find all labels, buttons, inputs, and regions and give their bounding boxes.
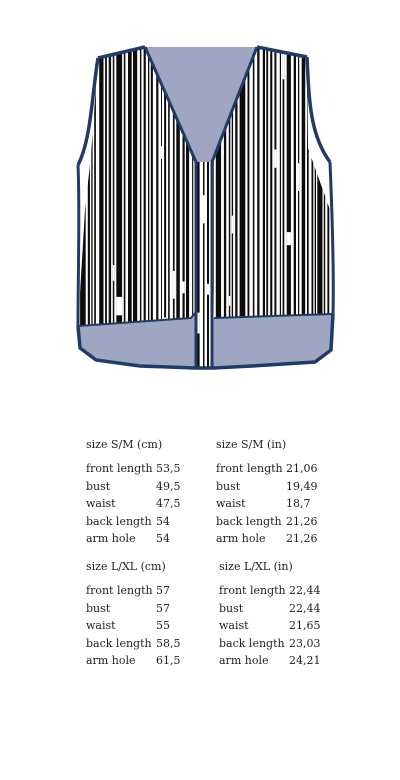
fabric-stripe: [283, 44, 285, 330]
fabric-dash: [183, 282, 185, 294]
fabric-stripe: [203, 162, 205, 370]
measurement-value: 18,7: [286, 497, 311, 510]
measurement-value: 21,65: [289, 619, 321, 632]
fabric-stripe: [113, 44, 115, 330]
measurement-row: [86, 582, 206, 600]
measurement-label: back length: [219, 636, 285, 650]
measurement-row: [216, 530, 336, 548]
measurement-row: [86, 617, 206, 635]
fabric-dash: [161, 146, 162, 159]
measurement-row: [86, 600, 206, 618]
measurement-value: 57: [156, 584, 170, 597]
measurement-value: 54: [156, 514, 170, 528]
measurement-value: 23,03: [289, 636, 321, 650]
size-chart-sm-in: [216, 438, 336, 548]
measurement-value: 49,5: [156, 479, 181, 493]
fabric-stripe: [263, 44, 265, 330]
measurement-row: [86, 635, 206, 653]
fabric-stripe: [148, 44, 149, 330]
fabric-dash: [232, 216, 233, 234]
fabric-stripe: [128, 44, 132, 330]
measurement-label: back length: [86, 636, 152, 650]
fabric-stripe: [257, 44, 259, 330]
fabric-stripe: [140, 44, 142, 330]
measurement-value: 58,5: [156, 636, 181, 650]
fabric-stripe: [124, 44, 126, 330]
measurement-value: 21,06: [286, 462, 318, 475]
size-chart-title: size L/XL (in): [219, 560, 293, 573]
measurement-value: 22,44: [289, 584, 321, 597]
size-chart-title: size S/M (cm): [86, 438, 163, 451]
fabric-stripe: [280, 44, 281, 330]
measurement-value: 53,5: [156, 462, 181, 475]
measurement-label: arm hole: [219, 654, 269, 667]
size-chart-lxl-in: [219, 560, 339, 670]
fabric-stripe: [105, 44, 107, 330]
measurement-label: bust: [86, 601, 111, 615]
fabric-dash: [298, 163, 299, 191]
measurement-table: [86, 582, 206, 670]
fabric-dash: [287, 232, 291, 245]
measurement-label: waist: [86, 497, 116, 510]
measurement-row: [219, 652, 339, 670]
fabric-stripe: [156, 44, 158, 330]
measurement-value: 47,5: [156, 497, 181, 510]
size-chart-sm-cm: [86, 438, 206, 548]
size-chart-lxl-cm: [86, 560, 206, 670]
fabric-dash: [283, 50, 285, 79]
measurement-row: [86, 652, 206, 670]
fabric-stripe: [327, 44, 329, 330]
measurement-label: waist: [86, 619, 116, 632]
fabric-dash: [113, 265, 115, 281]
measurement-value: 19,49: [286, 479, 318, 493]
measurement-row: [86, 478, 206, 496]
size-chart-title: size L/XL (cm): [86, 560, 166, 573]
fabric-stripe: [144, 44, 146, 330]
measurement-value: 61,5: [156, 654, 181, 667]
fabric-dash: [173, 271, 175, 299]
fabric-stripe: [324, 44, 325, 330]
fabric-dash: [229, 296, 231, 306]
fabric-dash: [203, 195, 205, 223]
fabric-stripe: [294, 44, 296, 330]
size-chart-title: size S/M (in): [216, 438, 287, 451]
measurement-value: 55: [156, 619, 170, 632]
measurement-row: [86, 530, 206, 548]
measurement-row: [216, 478, 336, 496]
measurement-row: [219, 582, 339, 600]
measurement-row: [86, 513, 206, 531]
fabric-stripe: [315, 44, 316, 330]
measurement-label: bust: [86, 479, 111, 493]
measurement-table: [216, 460, 336, 548]
measurement-table: [86, 460, 206, 548]
fabric-stripe: [88, 44, 90, 330]
fabric-dash: [207, 284, 209, 295]
measurement-row: [86, 460, 206, 478]
fabric-stripe: [80, 44, 86, 330]
fabric-stripe: [207, 162, 209, 370]
fabric-stripe: [151, 44, 153, 330]
fabric-stripe: [248, 44, 250, 330]
measurement-label: waist: [216, 497, 246, 510]
fabric-stripe: [302, 44, 306, 330]
fabric-dash: [324, 110, 325, 134]
measurement-row: [216, 495, 336, 513]
fabric-stripe: [133, 44, 137, 330]
measurement-value: 21,26: [286, 532, 318, 545]
fabric-dash: [76, 114, 78, 132]
fabric-stripe: [109, 44, 111, 330]
measurement-value: 21,26: [286, 514, 318, 528]
fabric-stripe: [253, 44, 255, 330]
measurement-row: [216, 460, 336, 478]
measurement-label: bust: [216, 479, 241, 493]
measurement-row: [219, 617, 339, 635]
fabric-stripe: [99, 44, 103, 330]
measurement-label: waist: [219, 619, 249, 632]
measurement-row: [216, 513, 336, 531]
measurement-row: [219, 635, 339, 653]
measurement-value: 57: [156, 601, 170, 615]
measurement-table: [219, 582, 339, 670]
measurement-value: 24,21: [289, 654, 321, 667]
measurement-label: front length: [86, 462, 153, 475]
fabric-stripe: [116, 44, 122, 330]
fabric-stripe: [270, 44, 272, 330]
fabric-stripe: [274, 44, 276, 330]
measurement-label: front length: [219, 584, 286, 597]
measurement-label: arm hole: [86, 654, 136, 667]
measurement-label: front length: [86, 584, 153, 597]
measurement-label: back length: [86, 514, 152, 528]
fabric-stripe: [266, 44, 268, 330]
fabric-stripe: [317, 44, 322, 330]
measurement-row: [86, 495, 206, 513]
fabric-stripe: [287, 44, 291, 330]
measurement-label: arm hole: [86, 532, 136, 545]
measurement-label: arm hole: [216, 532, 266, 545]
measurement-value: 22,44: [289, 601, 321, 615]
fabric-dash: [274, 150, 276, 168]
fabric-stripe: [312, 44, 314, 330]
measurement-label: back length: [216, 514, 282, 528]
measurement-row: [219, 600, 339, 618]
measurement-value: 54: [156, 532, 170, 545]
fabric-dash: [116, 297, 122, 315]
measurement-label: bust: [219, 601, 244, 615]
measurement-label: front length: [216, 462, 283, 475]
